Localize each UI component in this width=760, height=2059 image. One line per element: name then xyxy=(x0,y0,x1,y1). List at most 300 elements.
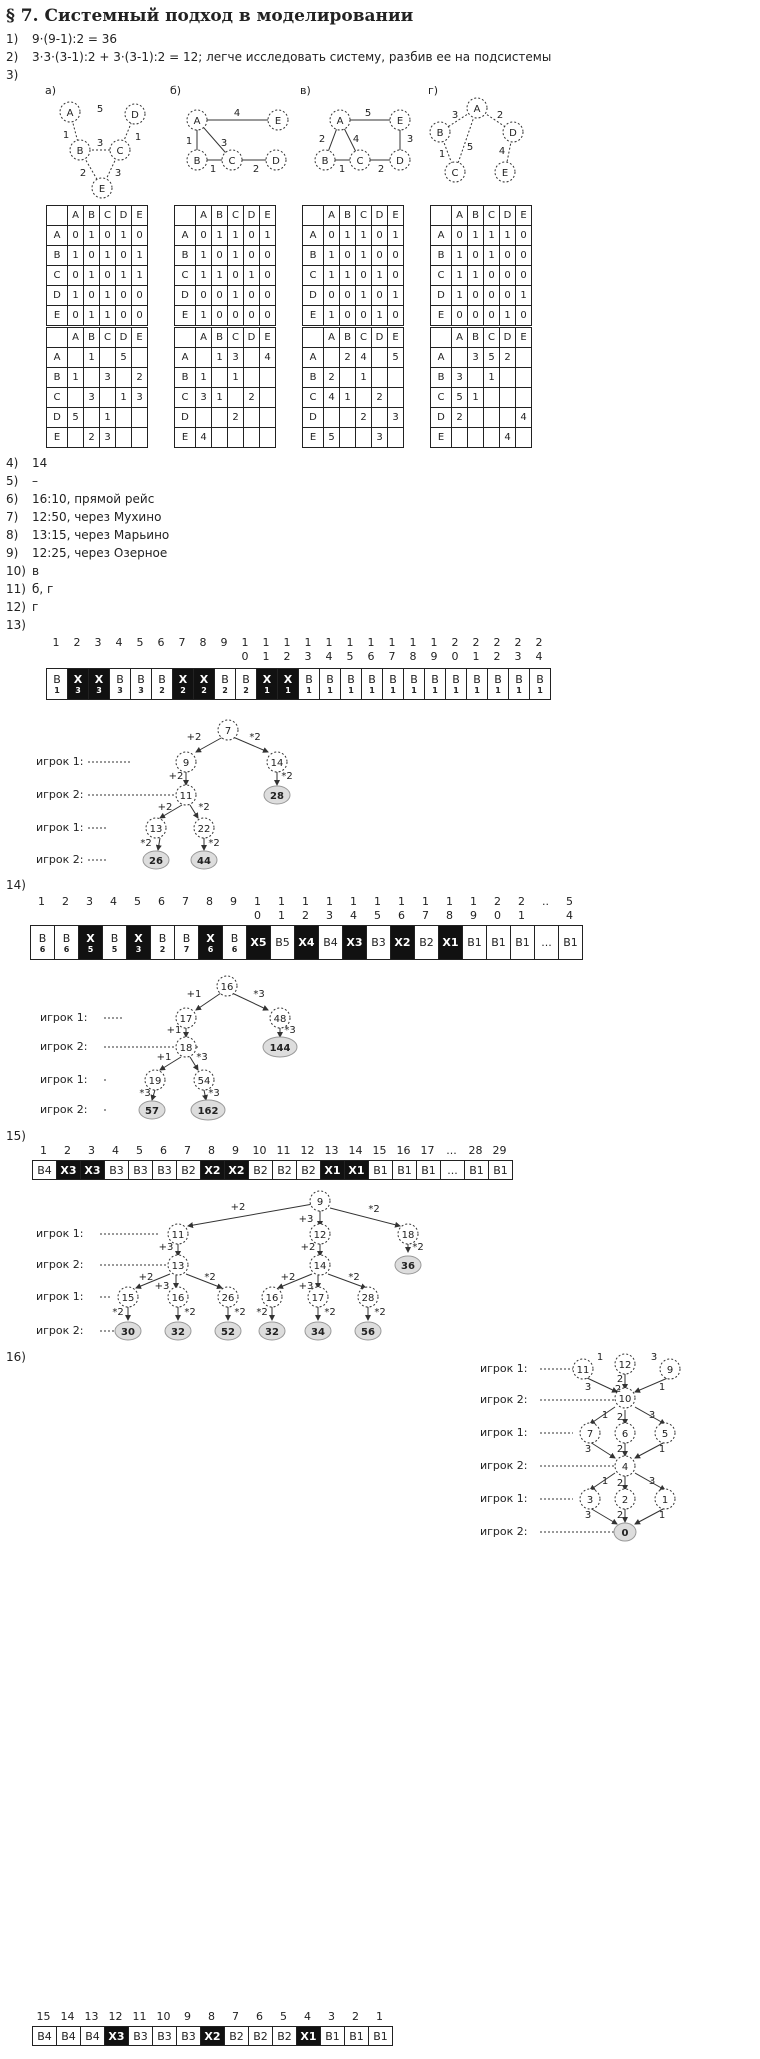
s13-cell-sub: 1 xyxy=(54,686,60,695)
svg-text:7: 7 xyxy=(586,1429,594,1440)
svg-text:22: 22 xyxy=(197,824,211,835)
svg-text:12: 12 xyxy=(618,1360,632,1371)
svg-text:D: D xyxy=(272,156,280,167)
s16-number: 1 xyxy=(376,2010,383,2023)
s13-cell-sub: 1 xyxy=(432,686,438,695)
s16-number: 10 xyxy=(156,2010,171,2023)
s14-cell-label: В1 xyxy=(467,936,482,949)
s13-cell-sub: 3 xyxy=(138,686,144,695)
s13-cell-label: X xyxy=(94,673,104,686)
svg-text:E: E xyxy=(396,116,404,127)
svg-text:57: 57 xyxy=(145,1106,159,1117)
s13-cell-label: В xyxy=(137,673,145,686)
s15-number: 8 xyxy=(208,1144,215,1157)
s13-number: 2 xyxy=(73,636,81,649)
s13-cell-label: В xyxy=(473,673,481,686)
svg-text:3: 3 xyxy=(584,1444,592,1455)
svg-text:+3: +3 xyxy=(298,1214,314,1225)
s16-cell-label: В3 xyxy=(133,2029,148,2043)
s15-cell-label: X3 xyxy=(60,1163,77,1177)
s16-cell-label: X3 xyxy=(108,2029,125,2043)
s15-number: 15 xyxy=(372,1144,387,1157)
svg-text:3: 3 xyxy=(586,1495,594,1506)
s14-cell-sub: 6 xyxy=(207,944,214,954)
s14-cell-label: В xyxy=(182,931,191,945)
s14-cell-sub: 2 xyxy=(159,944,166,954)
adj-matrix-a: A B C D E A 0 1 0 1 0 B 1 0 1 0 1 C 0 1 0 1 1 D 1 0 1 0 0 E 0 1 1 0 0 xyxy=(46,205,148,326)
s14-cell-label: X1 xyxy=(442,936,459,949)
svg-text:11: 11 xyxy=(576,1365,590,1376)
svg-text:16: 16 xyxy=(265,1293,279,1304)
s16-cell-label: В3 xyxy=(181,2029,196,2043)
svg-text:7: 7 xyxy=(224,726,232,737)
s13-cell-label: В xyxy=(242,673,250,686)
s15-number: ... xyxy=(446,1144,457,1157)
svg-text:*2: *2 xyxy=(374,1307,386,1318)
svg-text:*3: *3 xyxy=(208,1088,220,1099)
player2-label: игрок 2: xyxy=(40,1040,88,1053)
s13-number: 2 3 xyxy=(514,636,522,663)
player1-label: игрок 1: xyxy=(36,821,84,834)
s14-number: 1 2 xyxy=(302,895,309,922)
s13-cell-label: В xyxy=(452,673,460,686)
svg-text:1: 1 xyxy=(134,132,142,143)
svg-text:C: C xyxy=(356,156,364,167)
s15-cell-label: В2 xyxy=(277,1163,292,1177)
s15-number: 16 xyxy=(396,1144,411,1157)
s14-cell-label: X4 xyxy=(298,936,315,949)
answer-5: 5) – xyxy=(6,474,38,488)
svg-text:B: B xyxy=(436,128,444,139)
svg-text:3: 3 xyxy=(650,1352,658,1363)
s13-cell-label: В xyxy=(53,673,61,686)
svg-text:A: A xyxy=(336,116,344,127)
svg-text:28: 28 xyxy=(270,791,284,802)
svg-text:+1: +1 xyxy=(156,1052,172,1063)
answer-13: 13) xyxy=(6,618,26,632)
svg-text:+1: +1 xyxy=(166,1025,182,1036)
player2-label: игрок 2: xyxy=(480,1525,528,1538)
svg-text:2: 2 xyxy=(252,164,260,175)
svg-text:B: B xyxy=(193,156,201,167)
page-title: § 7. Системный подход в моделировании xyxy=(6,6,414,26)
s13-number: 5 xyxy=(136,636,144,649)
player1-label: игрок 1: xyxy=(480,1426,528,1439)
player1-label: игрок 1: xyxy=(36,1290,84,1303)
s14-cell-label: В xyxy=(230,931,239,945)
s16-cell-label: X1 xyxy=(300,2029,317,2043)
s13-cell-label: X xyxy=(262,673,272,686)
s14-number: 7 xyxy=(182,895,189,908)
s15-cell-label: В4 xyxy=(37,1163,52,1177)
svg-text:30: 30 xyxy=(121,1327,135,1338)
s15-number: 10 xyxy=(252,1144,267,1157)
player1-label: игрок 1: xyxy=(36,1227,84,1240)
s13-number: 1 1 xyxy=(262,636,270,663)
svg-text:48: 48 xyxy=(273,1014,287,1025)
svg-text:54: 54 xyxy=(197,1076,211,1087)
svg-text:32: 32 xyxy=(265,1327,279,1338)
s13-cell-sub: 1 xyxy=(537,686,543,695)
svg-text:4: 4 xyxy=(233,108,241,119)
s14-number: 8 xyxy=(206,895,213,908)
s15-cell-label: В3 xyxy=(133,1163,148,1177)
s13-cell-label: В xyxy=(158,673,166,686)
s15-cell-label: В2 xyxy=(301,1163,316,1177)
answer-14-label: 14) xyxy=(6,878,26,892)
s13-number: 2 1 xyxy=(472,636,480,663)
svg-text:*2: *2 xyxy=(256,1307,268,1318)
svg-text:17: 17 xyxy=(311,1293,325,1304)
weight-matrix-a: A B C D E A 1 5 B 1 3 2 C 3 1 3 D 5 1 E 2 3 xyxy=(46,327,148,448)
s14-cell-label: X xyxy=(86,931,95,945)
s13-number: 1 0 xyxy=(241,636,249,663)
s13-cell-label: В xyxy=(368,673,376,686)
svg-text:6: 6 xyxy=(621,1429,629,1440)
svg-text:+3: +3 xyxy=(154,1281,170,1292)
s13-cell-label: В xyxy=(221,673,229,686)
svg-text:14: 14 xyxy=(313,1261,327,1272)
s15-number: 7 xyxy=(184,1144,191,1157)
s16-number: 12 xyxy=(108,2010,123,2023)
s13-cell-sub: 1 xyxy=(390,686,396,695)
player1-label: игрок 1: xyxy=(36,755,84,768)
svg-text:A: A xyxy=(193,116,201,127)
svg-text:3: 3 xyxy=(451,110,459,121)
s16-number: 5 xyxy=(280,2010,287,2023)
s15-cell-label: В2 xyxy=(181,1163,196,1177)
svg-text:*2: *2 xyxy=(208,838,220,849)
s15-number: 4 xyxy=(112,1144,119,1157)
svg-text:E: E xyxy=(98,184,106,195)
s14-cell-label: X5 xyxy=(250,936,267,949)
svg-text:C: C xyxy=(228,156,236,167)
svg-text:*2: *2 xyxy=(368,1204,380,1215)
answer-7: 7) 12:50, через Мухино xyxy=(6,510,162,524)
s15-cell-label: В2 xyxy=(253,1163,268,1177)
player1-label: игрок 1: xyxy=(480,1492,528,1505)
s13-cell-sub: 2 xyxy=(222,686,228,695)
s13-cell-sub: 1 xyxy=(369,686,375,695)
s14-number: 1 3 xyxy=(326,895,333,922)
svg-text:5: 5 xyxy=(466,142,474,153)
svg-text:44: 44 xyxy=(197,856,211,867)
s15-number: 3 xyxy=(88,1144,95,1157)
s15-cell-label: X2 xyxy=(204,1163,221,1177)
weight-matrix-v: A B C D E A 2 4 5 B 2 1 C 4 1 2 D 2 3 E 5 3 xyxy=(302,327,404,448)
s14-cell-sub: 7 xyxy=(183,944,190,954)
svg-text:*2: *2 xyxy=(140,838,152,849)
svg-text:+2: +2 xyxy=(186,732,202,743)
s14-cell-sub: 6 xyxy=(39,944,46,954)
svg-text:26: 26 xyxy=(221,1293,235,1304)
s16-number: 13 xyxy=(84,2010,99,2023)
svg-text:15: 15 xyxy=(121,1293,135,1304)
s15-number: 2 xyxy=(64,1144,71,1157)
s16-cell-label: В1 xyxy=(373,2029,388,2043)
svg-text:3: 3 xyxy=(220,138,228,149)
svg-text:+2: +2 xyxy=(168,771,184,782)
s16-number: 15 xyxy=(36,2010,51,2023)
s13-cell-sub: 1 xyxy=(453,686,459,695)
svg-text:19: 19 xyxy=(148,1076,162,1087)
s15-cell-label: X3 xyxy=(84,1163,101,1177)
svg-text:*2: *2 xyxy=(348,1272,360,1283)
s14-cell-label: В xyxy=(38,931,47,945)
svg-text:26: 26 xyxy=(149,856,163,867)
svg-text:2: 2 xyxy=(616,1412,624,1423)
svg-text:3: 3 xyxy=(584,1382,592,1393)
s13-cell-label: В xyxy=(347,673,355,686)
s14-number: 1 xyxy=(38,895,45,908)
s13-cell-label: X xyxy=(199,673,209,686)
s15-number: 12 xyxy=(300,1144,315,1157)
s13-number: 6 xyxy=(157,636,165,649)
s13-cell-sub: 2 xyxy=(243,686,249,695)
s15-cell-label: В1 xyxy=(493,1163,508,1177)
s15-number: 29 xyxy=(492,1144,507,1157)
s13-cell-label: В xyxy=(305,673,313,686)
s16-number: 14 xyxy=(60,2010,75,2023)
svg-text:16: 16 xyxy=(171,1293,185,1304)
svg-text:16: 16 xyxy=(220,982,234,993)
adj-matrix-g: A B C D E A 0 1 1 1 0 B 1 0 1 0 0 C 1 1 0 0 0 D 1 0 0 0 1 E 0 0 0 1 0 xyxy=(430,205,532,326)
svg-text:C: C xyxy=(116,146,124,157)
s15-cell-label: В1 xyxy=(373,1163,388,1177)
svg-text:52: 52 xyxy=(221,1327,235,1338)
svg-text:4: 4 xyxy=(621,1462,629,1473)
svg-text:1: 1 xyxy=(438,149,446,160)
s13-cell-sub: 1 xyxy=(495,686,501,695)
s16-number: 6 xyxy=(256,2010,263,2023)
svg-text:*2: *2 xyxy=(281,771,293,782)
s15-cell-label: В1 xyxy=(397,1163,412,1177)
s15-number: 13 xyxy=(324,1144,339,1157)
s14-number: 1 6 xyxy=(398,895,405,922)
s14-cell-label: X2 xyxy=(394,936,411,949)
s14-cell-sub: 6 xyxy=(63,944,70,954)
svg-text:3: 3 xyxy=(406,134,414,145)
svg-text:1: 1 xyxy=(62,130,70,141)
s14-number: 5 4 xyxy=(566,895,573,922)
s15-number: 11 xyxy=(276,1144,291,1157)
svg-text:*2: *2 xyxy=(184,1307,196,1318)
svg-text:10: 10 xyxy=(618,1394,632,1405)
svg-text:18: 18 xyxy=(179,1043,193,1054)
svg-text:2: 2 xyxy=(616,1478,624,1489)
s15-cell-label: В1 xyxy=(469,1163,484,1177)
s14-cell-label: В xyxy=(158,931,167,945)
s14-cell-sub: 6 xyxy=(231,944,238,954)
svg-text:*3: *3 xyxy=(139,1088,151,1099)
s16-cell-label: В4 xyxy=(61,2029,76,2043)
svg-text:A: A xyxy=(473,104,481,115)
s16-number: 9 xyxy=(184,2010,191,2023)
s14-number: 1 9 xyxy=(470,895,477,922)
s13-number: 1 2 xyxy=(283,636,291,663)
s13-number: 2 0 xyxy=(451,636,459,663)
svg-text:*2: *2 xyxy=(412,1242,424,1253)
s13-cell-label: X xyxy=(178,673,188,686)
svg-text:+2: +2 xyxy=(300,1242,316,1253)
s16-number: 4 xyxy=(304,2010,311,2023)
answer-6: 6) 16:10, прямой рейс xyxy=(6,492,155,506)
s15-number: 6 xyxy=(160,1144,167,1157)
s15-cell-label: ... xyxy=(447,1163,458,1177)
s13-cell-label: В xyxy=(536,673,544,686)
s13-cell-sub: 1 xyxy=(264,686,270,695)
player2-label: игрок 2: xyxy=(36,1258,84,1271)
s13-cell-sub: 1 xyxy=(285,686,291,695)
svg-text:*2: *2 xyxy=(324,1307,336,1318)
s13-number: 4 xyxy=(115,636,123,649)
svg-text:+2: +2 xyxy=(230,1202,246,1213)
s14-cell-label: В3 xyxy=(371,936,386,949)
answer-8: 8) 13:15, через Марьино xyxy=(6,528,170,542)
player1-label: игрок 1: xyxy=(40,1073,88,1086)
s14-cell-label: В xyxy=(62,931,71,945)
svg-text:56: 56 xyxy=(361,1327,375,1338)
svg-text:1: 1 xyxy=(185,136,193,147)
s13-number: 1 3 xyxy=(304,636,312,663)
svg-text:1: 1 xyxy=(601,1476,609,1487)
s15-number: 17 xyxy=(420,1144,435,1157)
s14-cell-sub: 5 xyxy=(111,944,118,954)
svg-text:D: D xyxy=(131,110,139,121)
svg-text:D: D xyxy=(396,156,404,167)
s14-number: 2 1 xyxy=(518,895,525,922)
svg-text:2: 2 xyxy=(621,1495,629,1506)
answer-16-label: 16) xyxy=(6,1350,26,1364)
s16-number: 11 xyxy=(132,2010,147,2023)
s14-cell-sub: 5 xyxy=(87,944,94,954)
answer-15-label: 15) xyxy=(6,1129,26,1143)
s15-cell-label: X2 xyxy=(228,1163,245,1177)
s15-cell-label: В3 xyxy=(109,1163,124,1177)
svg-text:D: D xyxy=(509,128,517,139)
s13-number: 1 7 xyxy=(388,636,396,663)
s14-number: 5 xyxy=(134,895,141,908)
svg-text:2: 2 xyxy=(614,1384,622,1395)
s13-number: 3 xyxy=(94,636,102,649)
s13-cell-sub: 3 xyxy=(96,686,102,695)
svg-text:1: 1 xyxy=(658,1510,666,1521)
svg-text:34: 34 xyxy=(311,1327,325,1338)
svg-text:5: 5 xyxy=(661,1429,669,1440)
s14-cell-label: В xyxy=(110,931,119,945)
s16-cell-label: В2 xyxy=(229,2029,244,2043)
s13-number: 1 5 xyxy=(346,636,354,663)
player2-label: игрок 2: xyxy=(36,853,84,866)
player1-label: игрок 1: xyxy=(480,1362,528,1375)
s13-cell-label: В xyxy=(410,673,418,686)
s14-number: 3 xyxy=(86,895,93,908)
s14-cell-label: В1 xyxy=(563,936,578,949)
svg-text:2: 2 xyxy=(377,164,385,175)
s13-number: 1 4 xyxy=(325,636,333,663)
s13-cell-label: В xyxy=(389,673,397,686)
svg-text:1: 1 xyxy=(661,1495,669,1506)
svg-text:5: 5 xyxy=(96,104,104,115)
svg-text:0: 0 xyxy=(621,1528,629,1539)
s14-cell-label: В2 xyxy=(419,936,434,949)
s16-cell-label: В3 xyxy=(157,2029,172,2043)
s13-cell-sub: 3 xyxy=(117,686,123,695)
svg-text:9: 9 xyxy=(182,758,190,769)
svg-text:1: 1 xyxy=(596,1352,604,1363)
s14-cell-label: X xyxy=(134,931,143,945)
s13-cell-label: В xyxy=(326,673,334,686)
svg-text:28: 28 xyxy=(361,1293,375,1304)
weight-matrix-b: A B C D E A 1 3 4 B 1 1 C 3 1 2 D 2 E 4 xyxy=(174,327,276,448)
s16-cell-label: В1 xyxy=(349,2029,364,2043)
svg-text:*3: *3 xyxy=(253,989,265,1000)
s15-cell-label: X1 xyxy=(348,1163,365,1177)
s14-number: 1 0 xyxy=(254,895,261,922)
s14-number: 1 5 xyxy=(374,895,381,922)
s13-cell-sub: 1 xyxy=(348,686,354,695)
s14-cell-label: X3 xyxy=(346,936,363,949)
svg-text:9: 9 xyxy=(316,1197,324,1208)
answer-12: 12) г xyxy=(6,600,39,614)
svg-text:*2: *2 xyxy=(234,1307,246,1318)
s13-number: 7 xyxy=(178,636,186,649)
svg-text:3: 3 xyxy=(648,1410,656,1421)
s13-cell-label: В xyxy=(494,673,502,686)
s15-number: 14 xyxy=(348,1144,363,1157)
s13-cell-sub: 2 xyxy=(159,686,165,695)
svg-text:*2: *2 xyxy=(112,1307,124,1318)
s15-number: 28 xyxy=(468,1144,483,1157)
adj-matrix-b: A B C D E A 0 1 1 0 1 B 1 0 1 0 0 C 1 1 0 1 0 D 0 0 1 0 0 E 1 0 0 0 0 xyxy=(174,205,276,326)
s14-cell-label: В4 xyxy=(323,936,338,949)
graph-label-v: в) xyxy=(300,84,311,97)
svg-text:13: 13 xyxy=(149,824,163,835)
svg-text:32: 32 xyxy=(171,1327,185,1338)
svg-text:+3: +3 xyxy=(298,1281,314,1292)
s14-number: 9 xyxy=(230,895,237,908)
svg-text:11: 11 xyxy=(171,1230,185,1241)
s13-cell-sub: 1 xyxy=(327,686,333,695)
svg-text:C: C xyxy=(451,168,459,179)
s13-number: 2 2 xyxy=(493,636,501,663)
s15-cell-label: X1 xyxy=(324,1163,341,1177)
s16-number: 8 xyxy=(208,2010,215,2023)
s14-cell-sub: 3 xyxy=(135,944,142,954)
graph-label-b: б) xyxy=(170,84,182,97)
svg-text:4: 4 xyxy=(352,134,360,145)
s14-number: .. xyxy=(542,895,549,908)
svg-text:*3: *3 xyxy=(284,1025,296,1036)
s13-number: 8 xyxy=(199,636,207,649)
s13-cell-sub: 1 xyxy=(474,686,480,695)
svg-text:2: 2 xyxy=(616,1444,624,1455)
s15-number: 9 xyxy=(232,1144,239,1157)
s13-number: 1 8 xyxy=(409,636,417,663)
s16-cell-label: В1 xyxy=(325,2029,340,2043)
svg-text:3: 3 xyxy=(584,1510,592,1521)
svg-text:2: 2 xyxy=(496,110,504,121)
svg-text:13: 13 xyxy=(171,1261,185,1272)
s16-number: 2 xyxy=(352,2010,359,2023)
s14-number: 1 8 xyxy=(446,895,453,922)
s14-number: 4 xyxy=(110,895,117,908)
s15-cell-label: В3 xyxy=(157,1163,172,1177)
svg-text:*2: *2 xyxy=(198,802,210,813)
s13-cell-sub: 1 xyxy=(306,686,312,695)
answer-4: 4) 14 xyxy=(6,456,48,470)
answer-9: 9) 12:25, через Озерное xyxy=(6,546,168,560)
